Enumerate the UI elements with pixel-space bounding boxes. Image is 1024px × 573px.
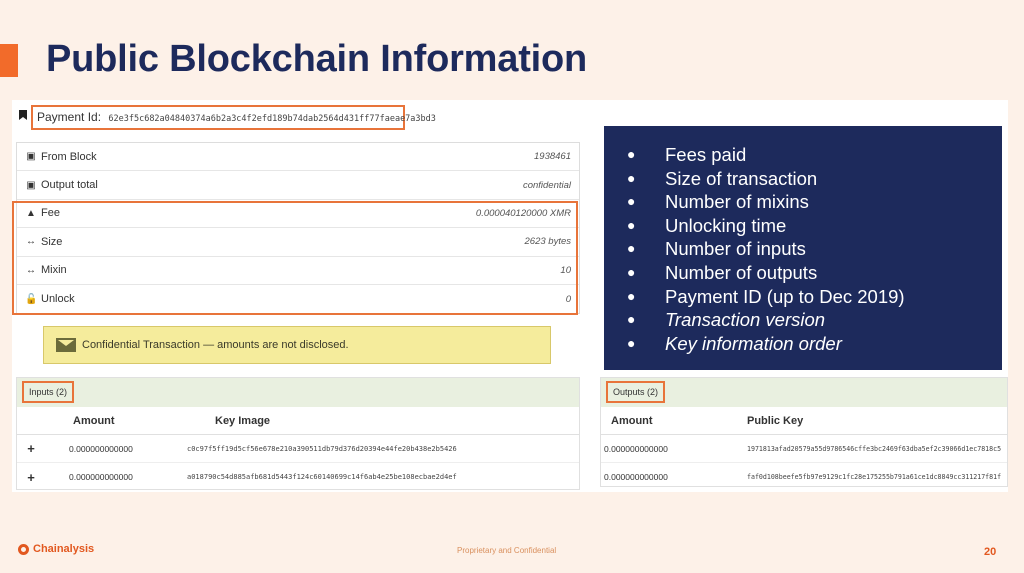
outputs-panel bbox=[600, 377, 1008, 487]
info-label: Unlock bbox=[41, 293, 75, 306]
info-row-fee bbox=[17, 200, 579, 228]
accent-bar bbox=[0, 44, 18, 77]
bullet-item: ● Transaction version bbox=[627, 309, 826, 331]
info-value: 1938461 bbox=[534, 151, 571, 163]
info-row-unlock bbox=[17, 285, 579, 313]
unlock-icon: 🔓 bbox=[25, 293, 38, 305]
inputs-title: Inputs (2) bbox=[22, 381, 74, 403]
public-key: faf0d108beefe5fb97e9129c1fc28e175255b791a61ce1dc8849cc311217f81f bbox=[747, 473, 1002, 481]
info-label: Fee bbox=[41, 207, 60, 220]
info-bullet-box bbox=[604, 126, 1002, 370]
brand-logo bbox=[18, 543, 94, 555]
chainalysis-logo-icon bbox=[18, 544, 29, 555]
col-amount: Amount bbox=[73, 414, 115, 427]
key-image: c0c97f5ff19d5cf56e678e210a390511db79d376d20394e44fe20b438e2b5426 bbox=[187, 444, 457, 453]
info-label: Mixin bbox=[41, 264, 67, 277]
brand-name: Chainalysis bbox=[33, 543, 95, 555]
bullet-item: ● Number of inputs bbox=[627, 238, 806, 260]
col-key-image: Key Image bbox=[215, 414, 271, 427]
transaction-info-table bbox=[16, 142, 580, 314]
bullet-item: ● Number of mixins bbox=[627, 191, 809, 213]
page-number: 20 bbox=[984, 546, 997, 558]
outputs-header bbox=[601, 378, 1007, 407]
bullet-item: ● Key information order bbox=[627, 332, 842, 354]
info-value: confidential bbox=[522, 179, 571, 191]
payment-id-value: 62e3f5c682a04840374a6b2a3c4f2efd189b74dab2564d431ff77faeae7a3bd3 bbox=[108, 114, 436, 124]
expand-icon[interactable]: + bbox=[27, 469, 35, 485]
output-amount: 0.000000000000 bbox=[604, 443, 668, 454]
bullet-item: ● Fees paid bbox=[627, 144, 747, 165]
key-image: a018790c54d885afb681d5443f124c60140699c14f6ab4e25be108ecbae2d4ef bbox=[187, 473, 457, 481]
envelope-icon bbox=[56, 338, 76, 352]
output-amount: 0.000000000000 bbox=[604, 472, 668, 482]
bullet-item: ● Unlocking time bbox=[627, 214, 787, 236]
info-value: 2623 bytes bbox=[524, 236, 571, 248]
table-row[interactable] bbox=[17, 435, 579, 463]
outputs-columns bbox=[601, 407, 1007, 435]
inputs-panel bbox=[16, 377, 580, 490]
info-label: Size bbox=[41, 235, 63, 248]
footer-confidential: Proprietary and Confidential bbox=[457, 546, 557, 555]
info-row-mixin bbox=[17, 257, 579, 285]
info-value: 0 bbox=[565, 293, 571, 305]
slide-title: Public Blockchain Information bbox=[46, 38, 588, 80]
info-label: From Block bbox=[41, 150, 97, 163]
inputs-columns bbox=[17, 407, 579, 435]
bullet-item: ● Payment ID (up to Dec 2019) bbox=[627, 285, 905, 307]
bullet-item: ● Size of transaction bbox=[627, 167, 818, 189]
info-row-from-block bbox=[17, 143, 579, 171]
explorer-screenshot bbox=[12, 100, 1008, 492]
payment-id-label: Payment Id: bbox=[37, 110, 102, 124]
block-icon: ▣ bbox=[26, 151, 36, 163]
inputs-header bbox=[17, 378, 579, 407]
col-amount: Amount bbox=[611, 414, 653, 427]
cash-icon: ▣ bbox=[26, 179, 36, 191]
bullet-item: ● Number of outputs bbox=[627, 261, 818, 283]
info-row-output-total bbox=[17, 171, 579, 199]
table-row bbox=[601, 463, 1007, 491]
info-row-size bbox=[17, 228, 579, 256]
arrows-icon: ↔ bbox=[26, 236, 36, 248]
arrows-icon: ↔ bbox=[26, 264, 36, 276]
info-label: Output total bbox=[41, 179, 98, 192]
input-amount: 0.000000000000 bbox=[69, 472, 133, 482]
bookmark-icon bbox=[19, 110, 27, 120]
expand-icon[interactable]: + bbox=[27, 441, 35, 456]
confidential-notice bbox=[43, 326, 551, 364]
outputs-title: Outputs (2) bbox=[606, 381, 665, 403]
info-value: 0.000040120000 XMR bbox=[475, 207, 571, 219]
info-value: 10 bbox=[560, 264, 571, 276]
input-amount: 0.000000000000 bbox=[69, 443, 133, 454]
payment-id-highlight bbox=[31, 105, 436, 130]
confidential-notice-text: Confidential Transaction — amounts are not disclosed. bbox=[82, 339, 349, 351]
col-public-key: Public Key bbox=[747, 414, 804, 427]
table-row[interactable] bbox=[17, 463, 579, 491]
table-row bbox=[601, 435, 1007, 463]
public-key: 1971813afad20579a55d9786546cffe3bc2469f63dba5ef2c39066d1ec7818c5 bbox=[747, 444, 1002, 453]
bank-icon: ▲ bbox=[26, 207, 36, 219]
bullet-list bbox=[627, 143, 1002, 355]
